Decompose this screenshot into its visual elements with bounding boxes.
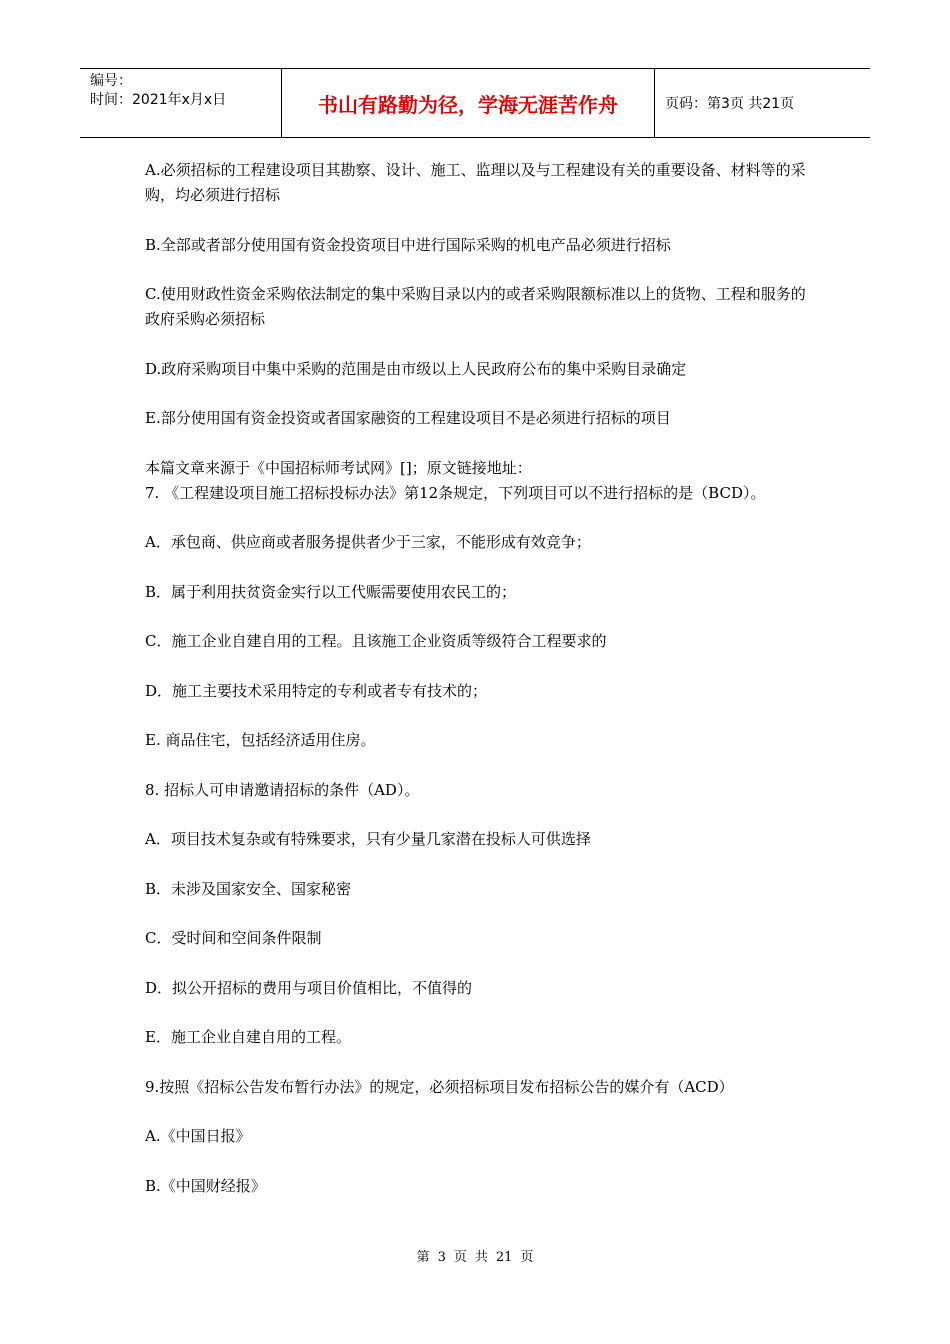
page-footer [0,1246,950,1265]
question-9: 9.按照《招标公告发布暂行办法》的规定，必须招标项目发布招标公告的媒介有（ACD） [145,1077,734,1096]
footer-ye: 页 [453,1250,467,1265]
document-id-label: 编号： [90,73,132,89]
option-paragraph: A．项目技术复杂或有特殊要求，只有少量几家潜在投标人可供选择 [145,830,591,848]
option-paragraph: D．拟公开招标的费用与项目价值相比，不值得的 [145,978,473,997]
option-paragraph: A．承包商、供应商或者服务提供者少于三家，不能形成有效竞争； [145,533,591,551]
document-body [145,158,815,1223]
header-motto: 书山有路勤为径，学海无涯苦作舟 [282,69,655,137]
option-paragraph: C.使用财政性资金采购依法制定的集中采购目录以内的或者采购限额标准以上的货物、工程和服务的政府采购必须招标 [145,285,806,328]
question-7: 7. 《工程建设项目施工招标投标办法》第12条规定，下列项目可以不进行招标的是（BCD）。 [145,483,766,502]
question-8: 8. 招标人可申请邀请招标的条件（AD）。 [145,780,420,799]
footer-gong: 共 [474,1250,488,1265]
footer-ye: 页 [520,1250,534,1265]
option-paragraph: B．未涉及国家安全、国家秘密 [145,879,352,898]
option-paragraph: B.全部或者部分使用国有资金投资项目中进行国际采购的机电产品必须进行招标 [145,235,671,254]
option-paragraph: C．受时间和空间条件限制 [145,929,322,947]
header-page-number: 页码：第3页 共21页 [665,96,795,112]
option-paragraph: A.《中国日报》 [145,1127,251,1145]
source-note: 本篇文章来源于《中国招标师考试网》[]；原文链接地址： [145,458,532,477]
option-paragraph: C．施工企业自建自用的工程。且该施工企业资质等级符合工程要求的 [145,632,607,650]
page-header [80,68,870,138]
option-paragraph: E.部分使用国有资金投资或者国家融资的工程建设项目不是必须进行招标的项目 [145,409,671,427]
option-paragraph: B.《中国财经报》 [145,1176,266,1195]
document-date: 时间：2021年x月x日 [90,92,227,108]
option-paragraph: E. 商品住宅，包括经济适用住房。 [145,731,376,749]
footer-total-pages: 21 [495,1250,513,1265]
option-paragraph: A.必须招标的工程建设项目其勘察、设计、施工、监理以及与工程建设有关的重要设备、材料等的采购，均必须进行招标 [145,161,806,204]
header-meta [80,69,282,137]
option-paragraph: D．施工主要技术采用特定的专利或者专有技术的； [145,681,488,700]
footer-page-number: 3 [437,1250,446,1265]
option-paragraph: E．施工企业自建自用的工程。 [145,1028,351,1046]
option-paragraph: B．属于利用扶贫资金实行以工代赈需要使用农民工的； [145,582,517,601]
option-paragraph: D.政府采购项目中集中采购的范围是由市级以上人民政府公布的集中采购目录确定 [145,359,687,378]
footer-di: 第 [416,1250,430,1265]
